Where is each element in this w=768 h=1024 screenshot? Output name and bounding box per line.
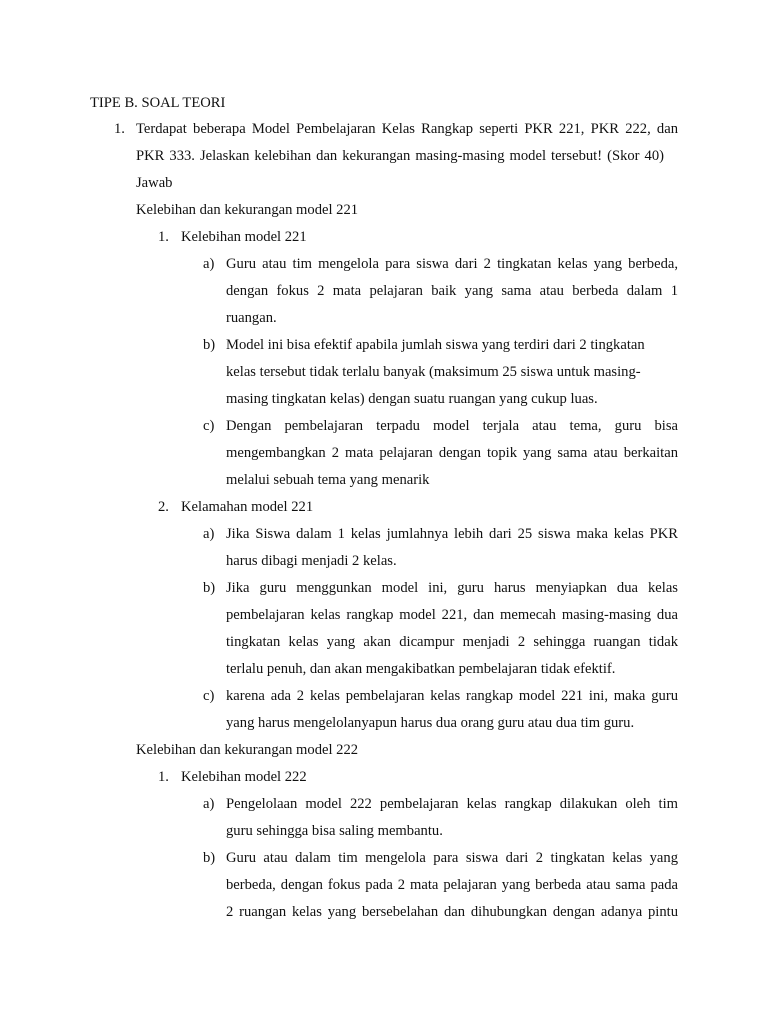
- group-title: Kelebihan model 222: [181, 769, 307, 785]
- item-line: pembelajaran kelas rangkap model 221, dan memecah masing-masing dua: [226, 607, 678, 623]
- item-line: kelas tersebut tidak terlalu banyak (maksimum 25 siswa untuk masing-: [226, 364, 641, 380]
- item-line: Pengelolaan model 222 pembelajaran kelas rangkap dilakukan oleh tim: [226, 796, 678, 812]
- group-title: Kelebihan model 221: [181, 229, 307, 245]
- item-marker: a): [203, 796, 215, 812]
- item-line: terlalu penuh, dan akan mengakibatkan pembelajaran tidak efektif.: [226, 661, 616, 677]
- item-line: Dengan pembelajaran terpadu model terjala atau tema, guru bisa: [226, 418, 678, 434]
- item-line: guru sehingga bisa saling membantu.: [226, 823, 443, 839]
- item-line: harus dibagi menjadi 2 kelas.: [226, 553, 397, 569]
- item-line: yang harus mengelolanyapun harus dua orang guru atau dua tim guru.: [226, 715, 635, 731]
- question-line-2: PKR 333. Jelaskan kelebihan dan kekurangan masing-masing model tersebut! (Skor 40): [136, 148, 664, 164]
- item-line: Guru atau tim mengelola para siswa dari 2 tingkatan kelas yang berbeda,: [226, 256, 678, 272]
- item-line: tingkatan kelas yang akan dicampur menjadi 2 sehingga ruangan tidak: [226, 634, 678, 650]
- item-line: Jika guru menggunkan model ini, guru harus menyiapkan dua kelas: [226, 580, 678, 596]
- item-line: karena ada 2 kelas pembelajaran kelas rangkap model 221 ini, maka guru: [226, 688, 678, 704]
- item-marker: c): [203, 418, 215, 434]
- item-line: berbeda, dengan fokus pada 2 mata pelajaran yang berbeda atau sama pada: [226, 877, 678, 893]
- section-221-title: Kelebihan dan kekurangan model 221: [136, 202, 359, 218]
- question-number: 1.: [114, 121, 125, 137]
- question-line-1: Terdapat beberapa Model Pembelajaran Kelas Rangkap seperti PKR 221, PKR 222, dan: [136, 121, 678, 137]
- item-line: mengembangkan 2 mata pelajaran dengan topik yang sama atau berkaitan: [226, 445, 678, 461]
- answer-label: Jawab: [136, 175, 173, 191]
- item-line: Model ini bisa efektif apabila jumlah siswa yang terdiri dari 2 tingkatan: [226, 337, 645, 353]
- item-marker: a): [203, 526, 215, 542]
- item-line: Jika Siswa dalam 1 kelas jumlahnya lebih dari 25 siswa maka kelas PKR: [226, 526, 678, 542]
- group-number: 2.: [158, 499, 169, 515]
- item-line: dengan fokus 2 mata pelajaran baik yang sama atau berbeda dalam 1: [226, 283, 678, 299]
- page-heading: TIPE B. SOAL TEORI: [90, 95, 226, 111]
- group-number: 1.: [158, 229, 169, 245]
- item-marker: b): [203, 337, 216, 353]
- item-line: ruangan.: [226, 310, 277, 326]
- item-marker: a): [203, 256, 215, 272]
- item-line: 2 ruangan kelas yang bersebelahan dan dihubungkan dengan adanya pintu: [226, 904, 678, 920]
- item-marker: b): [203, 580, 216, 596]
- section-222-title: Kelebihan dan kekurangan model 222: [136, 742, 359, 758]
- item-line: melalui sebuah tema yang menarik: [226, 472, 430, 488]
- item-marker: c): [203, 688, 215, 704]
- item-line: masing tingkatan kelas) dengan suatu ruangan yang cukup luas.: [226, 391, 598, 407]
- group-title: Kelamahan model 221: [181, 499, 314, 515]
- group-number: 1.: [158, 769, 169, 785]
- item-marker: b): [203, 850, 216, 866]
- item-line: Guru atau dalam tim mengelola para siswa dari 2 tingkatan kelas yang: [226, 850, 678, 866]
